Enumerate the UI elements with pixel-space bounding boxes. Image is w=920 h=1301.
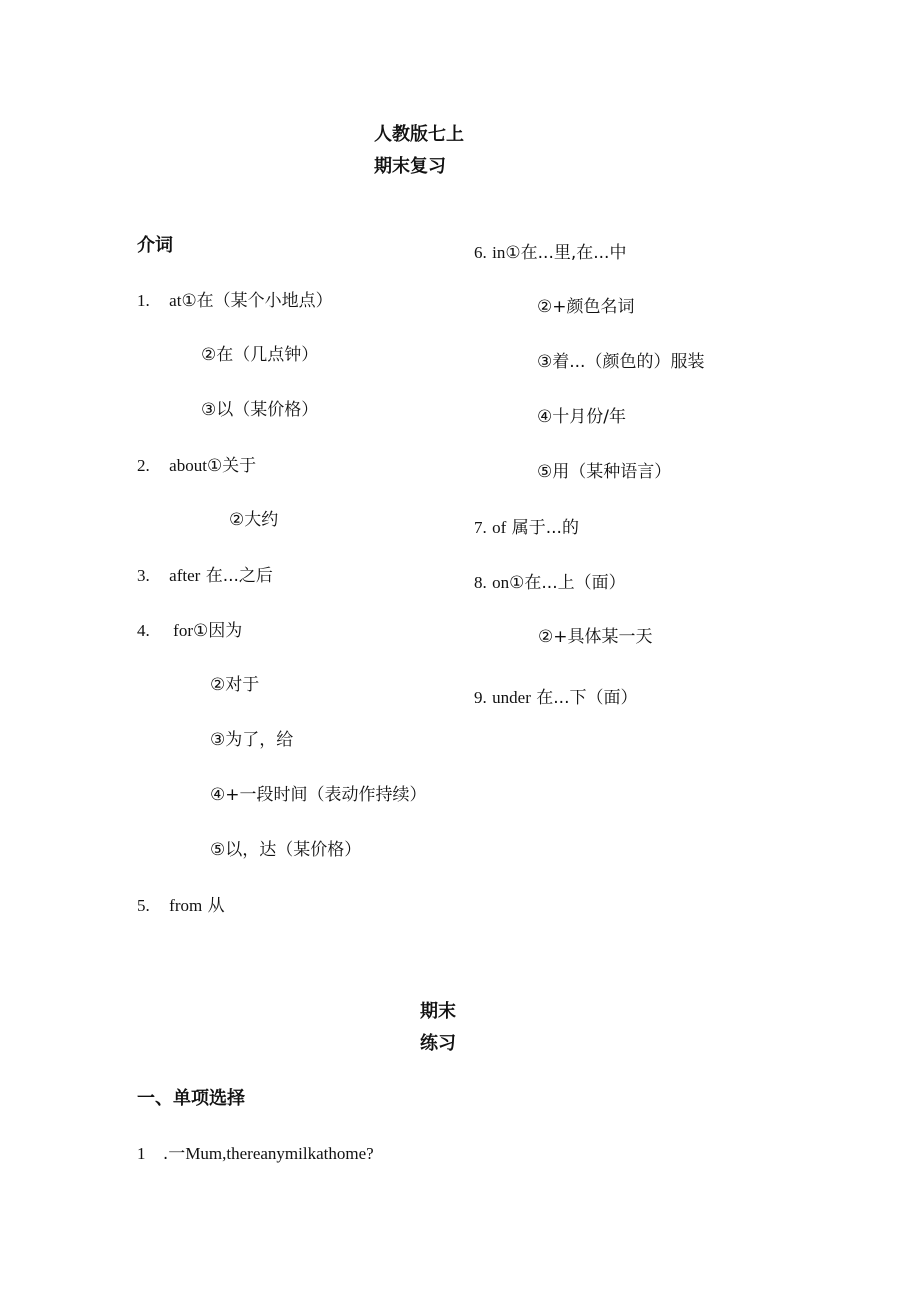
question-number: 1 bbox=[137, 1144, 146, 1163]
item-number: 2. bbox=[137, 456, 150, 475]
preposition-meaning-line: ③以（某价格） bbox=[201, 400, 319, 420]
preposition-item-after bbox=[137, 567, 273, 585]
item-number: 7. bbox=[474, 518, 487, 537]
item-word: of bbox=[492, 518, 507, 537]
preposition-meaning-line: ②在（几点钟） bbox=[201, 345, 319, 365]
item-word: at bbox=[169, 291, 182, 310]
section-heading-single-choice: 一、单项选择 bbox=[137, 1088, 245, 1109]
item-word: on bbox=[492, 573, 510, 592]
preposition-meaning-line: ④十月份/年 bbox=[537, 407, 626, 427]
preposition-meaning-line: ④+一段时间（表动作持续） bbox=[210, 785, 427, 805]
preposition-item-for bbox=[137, 622, 242, 640]
item-meaning: ①在...上（面） bbox=[509, 573, 626, 593]
practice-title-line1: 期末 bbox=[420, 1001, 456, 1022]
item-number: 5. bbox=[137, 896, 150, 915]
preposition-item-at bbox=[137, 292, 333, 310]
question-text: Mum,thereanymilkathome? bbox=[185, 1144, 374, 1163]
item-meaning: ①在...里,在...中 bbox=[505, 243, 627, 263]
preposition-item-from bbox=[137, 897, 225, 915]
item-word: from bbox=[169, 896, 203, 915]
preposition-item-about bbox=[137, 457, 256, 475]
item-number: 6. bbox=[474, 243, 487, 262]
preposition-item-under bbox=[474, 689, 638, 707]
page-title-line1: 人教版七上 bbox=[374, 124, 464, 145]
item-number: 9. bbox=[474, 688, 487, 707]
item-meaning: 从 bbox=[207, 896, 225, 916]
question-dash: .一 bbox=[162, 1144, 186, 1164]
item-number: 8. bbox=[474, 573, 487, 592]
preposition-meaning-line: ②+颜色名词 bbox=[537, 297, 635, 317]
item-word: for bbox=[173, 621, 193, 640]
item-word: after bbox=[169, 566, 201, 585]
question-1 bbox=[137, 1145, 374, 1163]
preposition-meaning-line: ⑤以，达（某价格） bbox=[210, 840, 362, 860]
item-meaning: 在...之后 bbox=[205, 566, 273, 586]
item-meaning: ①关于 bbox=[206, 456, 257, 476]
item-word: about bbox=[169, 456, 207, 475]
preposition-item-of bbox=[474, 519, 579, 537]
item-meaning: ①因为 bbox=[192, 621, 243, 641]
preposition-meaning-line: ③为了，给 bbox=[210, 730, 294, 750]
item-meaning: 属于...的 bbox=[511, 518, 579, 538]
item-meaning: 在...下（面） bbox=[536, 688, 638, 708]
preposition-item-on bbox=[474, 574, 626, 592]
item-word: under bbox=[492, 688, 531, 707]
preposition-meaning-line: ②对于 bbox=[210, 675, 260, 695]
item-number: 1. bbox=[137, 291, 150, 310]
item-meaning: ①在（某个小地点） bbox=[181, 291, 333, 311]
section-heading-prepositions: 介词 bbox=[137, 235, 173, 256]
item-word: in bbox=[492, 243, 506, 262]
preposition-meaning-line: ②大约 bbox=[229, 510, 279, 530]
practice-title-line2: 练习 bbox=[420, 1033, 456, 1054]
preposition-meaning-line: ⑤用（某种语言） bbox=[537, 462, 672, 482]
preposition-meaning-line: ②+具体某一天 bbox=[538, 627, 653, 647]
preposition-meaning-line: ③着...（颜色的）服装 bbox=[537, 352, 705, 372]
page-title-line2: 期末复习 bbox=[374, 156, 446, 177]
item-number: 4. bbox=[137, 621, 150, 640]
preposition-item-in bbox=[474, 244, 626, 262]
item-number: 3. bbox=[137, 566, 150, 585]
